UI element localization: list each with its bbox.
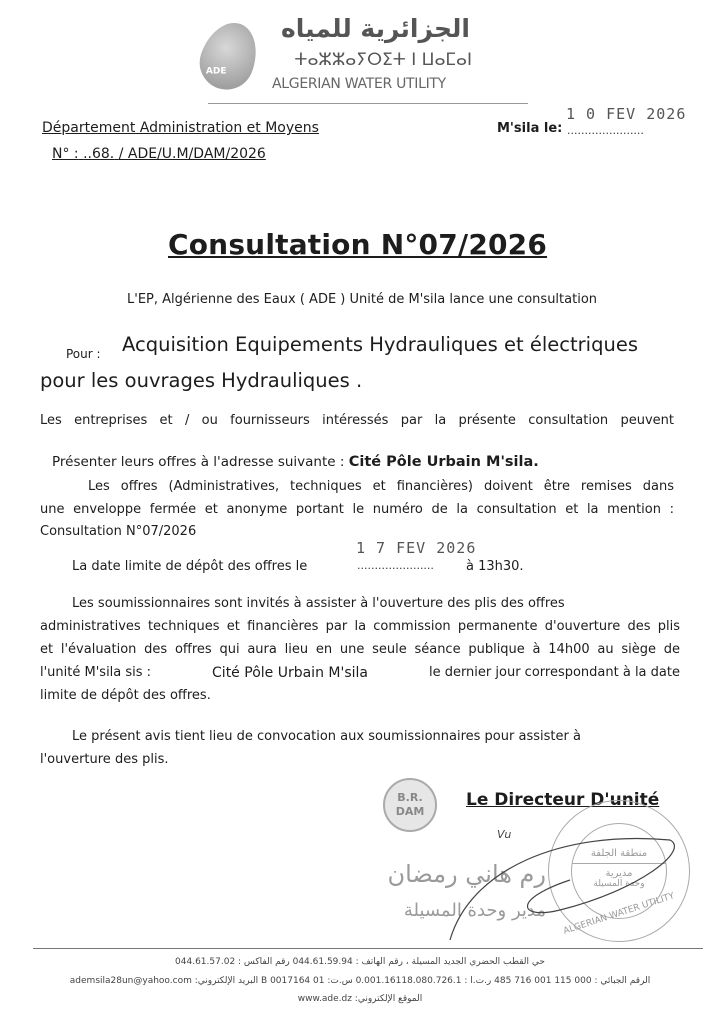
paragraph-3-line-2: une enveloppe fermée et anonyme portant le numéro de la consultation et la mention :	[40, 502, 674, 517]
logo-text: ADE	[205, 66, 227, 77]
object-line-2: pour les ouvrages Hydrauliques .	[40, 369, 363, 392]
place-date-label: M'sila le:	[497, 121, 563, 136]
signatory-name-arabic: رم هاني رمضان	[387, 860, 546, 888]
ref-number: ..68.	[83, 146, 115, 162]
paragraph-1: Les entreprises et / ou fournisseurs intéressés par la présente consultation peuvent	[40, 413, 674, 428]
footer-address: حي القطب الحضري الجديد المسيلة ، رقم الهاتف : 044.61.59.94 رقم الفاكس : 044.61.57.02	[175, 957, 545, 967]
paragraph-5-line-1: Le présent avis tient lieu de convocation aux soumissionnaires pour assister à	[72, 729, 581, 744]
header-divider	[208, 103, 528, 104]
paragraph-4-line-5: limite de dépôt des offres.	[40, 688, 211, 703]
ade-logo	[192, 15, 266, 97]
department-label: Département Administration et Moyens	[42, 120, 319, 136]
footer-website: الموقع الإلكتروني: www.ade.dz	[297, 994, 423, 1004]
paragraph-4-line-1: Les soumissionnaires sont invités à assister à l'ouverture des plis des offres	[72, 596, 565, 611]
date-dots: ......................	[567, 124, 644, 137]
paragraph-3-line-3: Consultation N°07/2026	[40, 524, 197, 539]
address: Cité Pôle Urbain M'sila.	[348, 454, 539, 470]
paragraph-2	[52, 454, 539, 470]
stamp-mid-2: وحدة المسيلة	[593, 879, 645, 889]
reference-number	[52, 146, 266, 162]
registry-stamp	[383, 778, 437, 832]
signature-scribble	[440, 810, 700, 950]
paragraph-4-line-2: administratives techniques et financières par la commission permanente d'ouverture des plis	[40, 619, 680, 634]
footer-divider	[33, 948, 703, 949]
deadline-stamp: 1 7 FEV 2026	[356, 539, 477, 557]
ref-label: N° :	[52, 146, 79, 162]
signatory-role-arabic: مدير وحدة المسيلة	[403, 900, 546, 921]
registry-stamp-text: B.R. DAM	[395, 791, 425, 818]
deadline-prefix: La date limite de dépôt des offres le	[72, 559, 308, 574]
pour-label: Pour :	[66, 347, 101, 361]
stamp-ring-text: ALGERIAN WATER UTILITY	[562, 891, 676, 937]
deadline-suffix: à 13h30.	[466, 559, 524, 574]
paragraph-4-line-4	[40, 665, 680, 681]
stamp-top-text: منطقة الجلفة	[572, 848, 666, 864]
signatory-title: Le Directeur D'unité	[466, 790, 660, 810]
address-prefix: Présenter leurs offres à l'adresse suivante :	[52, 454, 345, 470]
org-name-tifinagh: ⵜⴰⵣⵣⴰⵢⵔⵉⵜ ⵏ ⵡⴰⵎⴰⵏ	[294, 50, 472, 70]
paragraph-3-line-1: Les offres (Administratives, techniques et financières) doivent être remises dans	[88, 479, 674, 494]
site-prefix: l'unité M'sila sis :	[40, 665, 152, 680]
ref-suffix: / ADE/U.M/DAM/2026	[118, 146, 266, 162]
paragraph-4-line-3: et l'évaluation des offres qui aura lieu en une seule séance publique à 14h00 au siège de	[40, 642, 680, 657]
date-stamp: 1 0 FEV 2026	[566, 105, 687, 123]
site-address: Cité Pôle Urbain M'sila	[212, 665, 368, 681]
object-line-1: Acquisition Equipements Hydrauliques et électriques	[122, 333, 638, 356]
footer-registry: الرقم الجبائي : 000 115 001 716 485 ر.ت.ا : 0.001.16118.080.726.1 س.ت: 01 B 0017164 البريد الإلكتروني: ademsila28un@yahoo.com	[69, 976, 651, 986]
site-suffix: le dernier jour correspondant à la date	[428, 665, 680, 680]
paragraph-5-line-2: l'ouverture des plis.	[40, 752, 169, 767]
deadline-dots: ......................	[357, 559, 434, 572]
initials: Vu	[497, 828, 512, 841]
org-name-arabic: الجزائرية للمياه	[281, 14, 470, 43]
intro-text: L'EP, Algérienne des Eaux ( ADE ) Unité de M'sila lance une consultation	[127, 292, 598, 307]
org-name-english: ALGERIAN WATER UTILITY	[272, 76, 446, 92]
stamp-mid-1: مديرية	[605, 868, 633, 879]
document-title: Consultation N°07/2026	[168, 228, 548, 261]
